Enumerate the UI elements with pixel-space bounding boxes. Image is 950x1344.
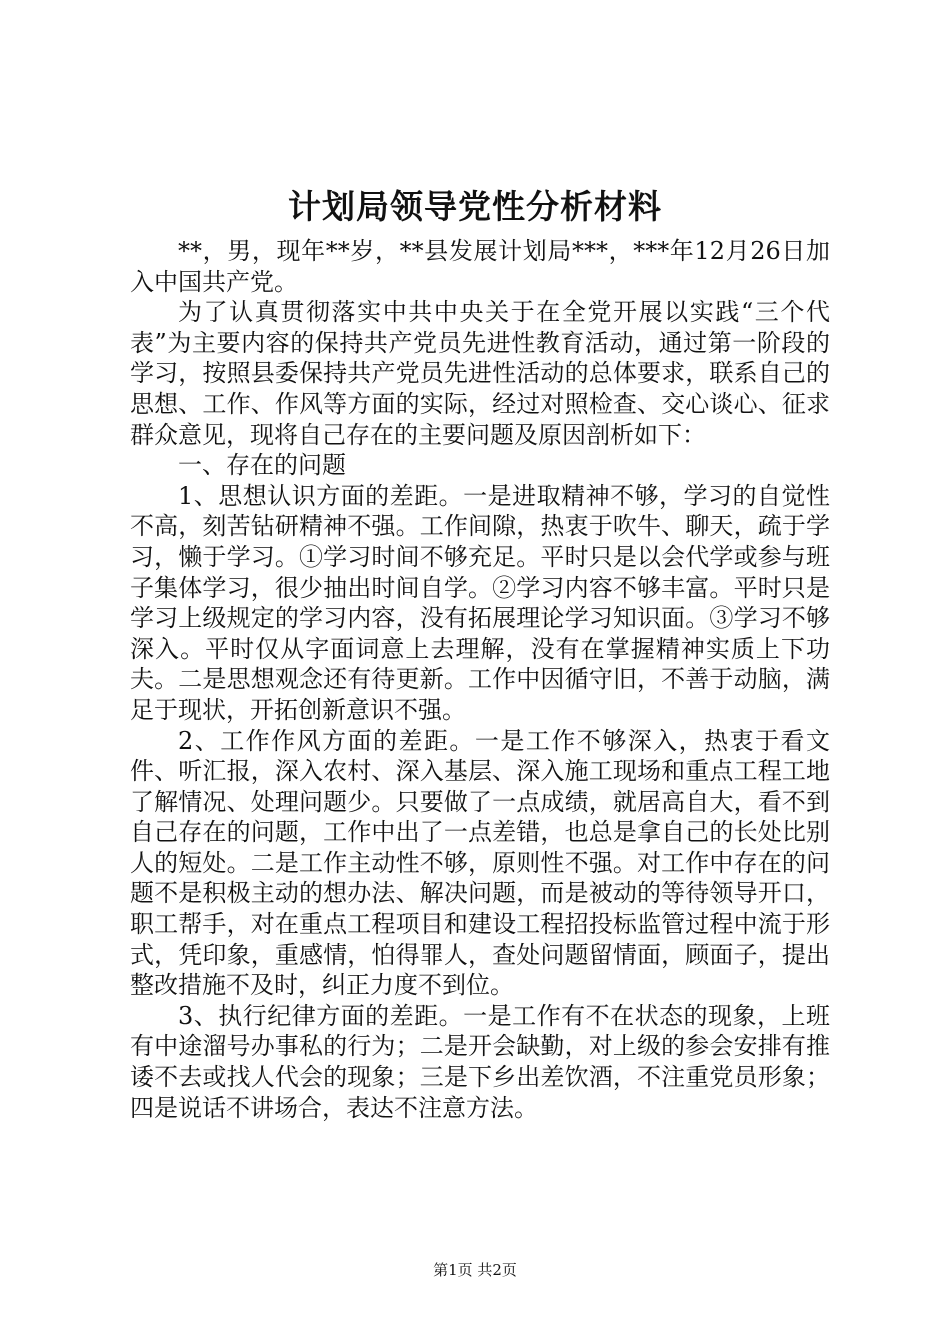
paragraph-work-style: 2、工作作风方面的差距。一是工作不够深入，热衷于看文件、听汇报，深入农村、深入基层、深入施工现场和重点工程工地了解情况、处理问题少。只要做了一点成绩，就居高自大，看不到自己存在的问题，工作中出了一点差错，也总是拿自己的长处比别人的短处。二是工作主动性不够，原则性不强。对工作中存在的问题不是积极主动的想办法、解决问题，而是被动的等待领导开口，职工帮手，对在重点工程项目和建设工程招投标监管过程中流于形式，凭印象，重感情，怕得罪人，查处问题留情面，顾面子，提出整改措施不及时，纠正力度不到位。 [130,726,830,1000]
document-title: 计划局领导党性分析材料 [288,187,662,226]
paragraph-purpose: 为了认真贯彻落实中共中央关于在全党开展以实践“三个代表”为主要内容的保持共产党员先进性教育活动，通过第一阶段的学习，按照县委保持共产党员先进性活动的总体要求，联系自己的思想、工作、作风等方面的实际，经过对照检查、交心谈心、征求群众意见，现将自己存在的主要问题及原因剖析如下： [130,298,830,449]
paragraph-thinking: 1、思想认识方面的差距。一是进取精神不够，学习的自觉性不高，刻苦钻研精神不强。工作间隙，热衷于吹牛、聊天，疏于学习，懒于学习。①学习时间不够充足。平时只是以会代学或参与班子集体学习，很少抽出时间自学。②学习内容不够丰富。平时只是学习上级规定的学习内容，没有拓展理论学习知识面。③学习不够深入。平时仅从字面词意上去理解，没有在掌握精神实质上下功夫。二是思想观念还有待更新。工作中因循守旧，不善于动脑，满足于现状，开拓创新意识不强。 [130,481,830,724]
page-footer: 第1页 共2页 [433,1261,517,1279]
section-heading: 一、存在的问题 [178,451,346,480]
document-body [130,236,830,1123]
paragraph-intro: **，男，现年**岁，**县发展计划局***，***年12月26日加入中国共产党。 [130,237,830,296]
paragraph-discipline: 3、执行纪律方面的差距。一是工作有不在状态的现象，上班有中途溜号办事私的行为；二是开会缺勤，对上级的参会安排有推诿不去或找人代会的现象；三是下乡出差饮酒，不注重党员形象；四是说话不讲场合，表达不注意方法。 [130,1001,830,1122]
